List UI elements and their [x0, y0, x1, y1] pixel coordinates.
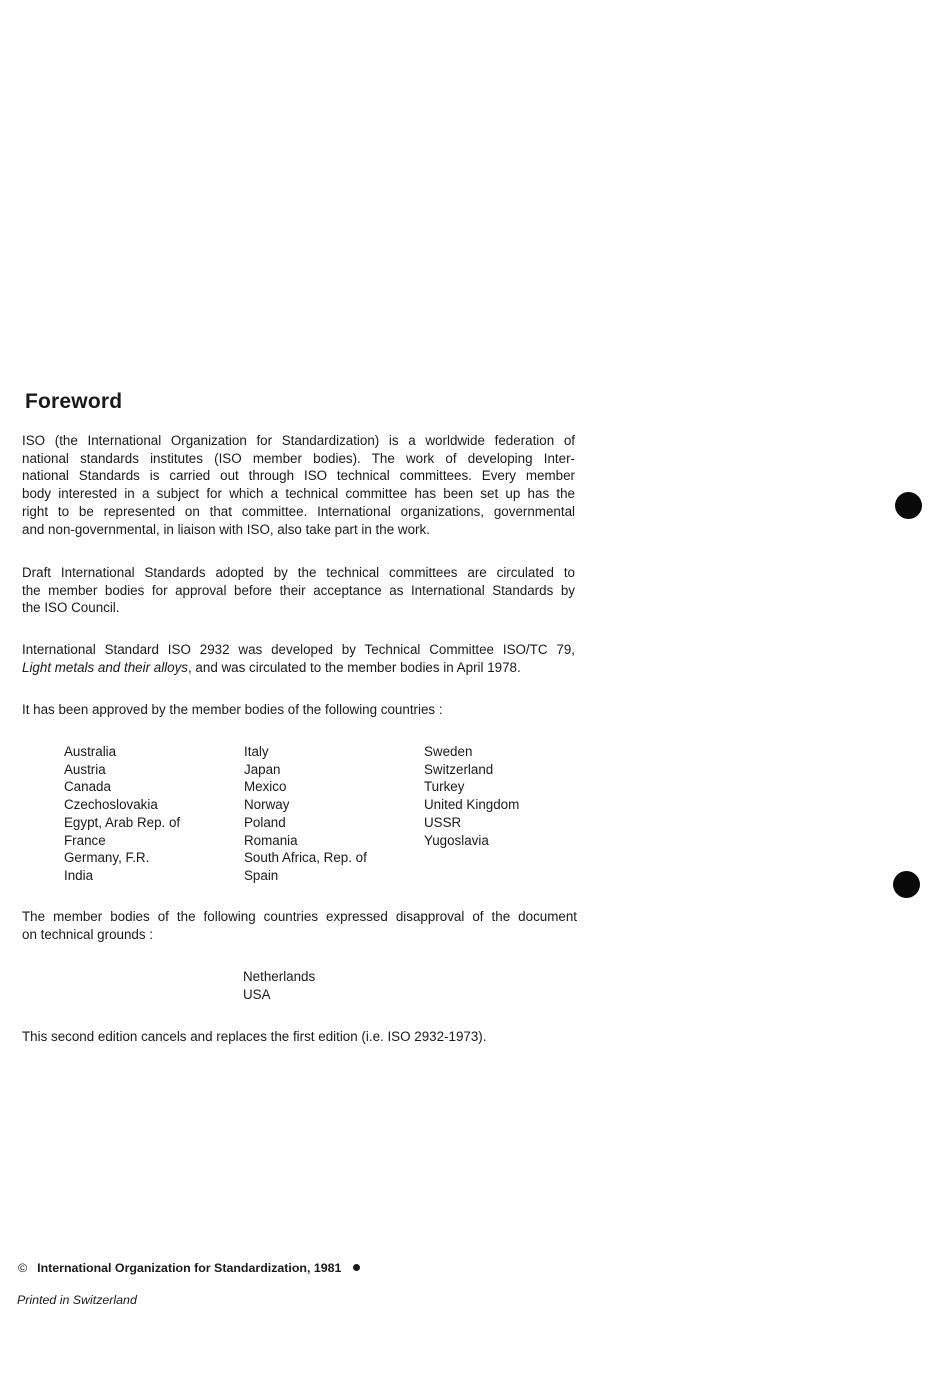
edition-note: This second edition cancels and replaces the first edition (i.e. ISO 2932-1973).	[22, 1029, 487, 1044]
draft-line: the member bodies for approval before their acceptance as International Standards by	[22, 582, 575, 598]
draft-line: the ISO Council.	[22, 600, 120, 616]
intro-line: right to be represented on that committee. International organizations, governmental	[22, 503, 575, 519]
bullet-icon	[353, 1264, 360, 1271]
draft-paragraph	[22, 564, 575, 617]
approval-intro: It has been approved by the member bodies of the following countries :	[22, 702, 443, 717]
copyright-text: International Organization for Standardization, 1981	[37, 1261, 342, 1275]
standard-paragraph	[22, 641, 575, 676]
country-item: United Kingdom	[424, 797, 520, 813]
country-item: Turkey	[424, 779, 465, 795]
country-item: India	[64, 867, 94, 883]
country-item: Norway	[244, 797, 290, 813]
country-item: Egypt, Arab Rep. of	[64, 814, 181, 830]
country-column-3	[424, 743, 519, 849]
copyright-line	[18, 1261, 360, 1275]
country-item: Romania	[244, 832, 298, 848]
country-item: Australia	[64, 744, 117, 759]
intro-paragraph	[22, 432, 575, 538]
country-column-1	[64, 743, 180, 885]
standard-line: International Standard ISO 2932 was developed by Technical Committee ISO/TC 79,	[22, 642, 575, 657]
country-item: Switzerland	[424, 761, 494, 777]
country-item: Italy	[244, 744, 269, 759]
standard-line-2	[22, 659, 575, 677]
committee-name: Light metals and their alloys	[22, 659, 188, 675]
country-item: Poland	[244, 814, 286, 830]
page-title: Foreword	[25, 390, 123, 413]
intro-line: national Standards is carried out through ISO technical committees. Every member	[22, 468, 575, 484]
circulation-text: , and was circulated to the member bodies in April 1978.	[187, 659, 521, 675]
country-item: Japan	[244, 761, 281, 777]
country-item: Yugoslavia	[424, 832, 489, 848]
copyright-symbol: ©	[18, 1261, 28, 1275]
country-column-2	[244, 743, 367, 885]
intro-line: and non-governmental, in liaison with ISO, also take part in the work.	[22, 521, 430, 537]
disapproval-line: The member bodies of the following countries expressed disapproval of the document	[22, 909, 577, 924]
punch-hole-icon	[893, 871, 920, 898]
country-item: Spain	[244, 867, 279, 883]
country-item: Mexico	[244, 779, 287, 795]
country-item: Czechoslovakia	[64, 797, 158, 813]
country-item: France	[64, 832, 106, 848]
country-item: South Africa, Rep. of	[244, 850, 367, 866]
country-item: Netherlands	[243, 969, 316, 984]
disapproving-countries-list	[243, 968, 315, 1003]
draft-line: Draft International Standards adopted by the technical committees are circulated to	[22, 565, 575, 580]
disapproval-line: on technical grounds :	[22, 926, 154, 942]
punch-hole-icon	[895, 492, 922, 519]
printed-location: Printed in Switzerland	[17, 1293, 137, 1307]
country-item: Austria	[64, 761, 106, 777]
intro-line: body interested in a subject for which a technical committee has been set up has the	[22, 486, 575, 502]
country-item: Sweden	[424, 744, 473, 759]
country-item: Canada	[64, 779, 111, 795]
country-item: USA	[243, 986, 271, 1002]
disapproval-paragraph	[22, 908, 577, 943]
country-item: Germany, F.R.	[64, 850, 150, 866]
intro-line: national standards institutes (ISO member bodies). The work of developing Inter-	[22, 450, 575, 466]
country-item: USSR	[424, 814, 462, 830]
intro-line: ISO (the International Organization for Standardization) is a worldwide federation of	[22, 433, 575, 448]
